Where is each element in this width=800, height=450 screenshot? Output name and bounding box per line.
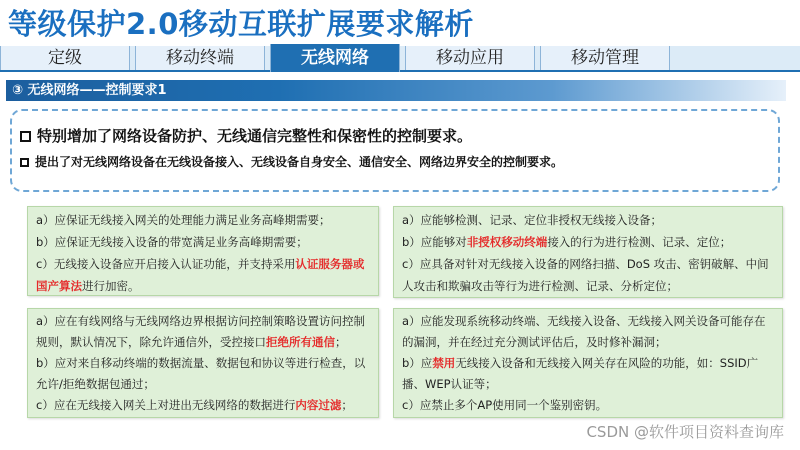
highlight-text: 禁用 bbox=[432, 356, 456, 370]
list-item: a）应保证无线接入网关的处理能力满足业务高峰期需要； bbox=[36, 213, 331, 227]
list-item: b）应对来自移动终端的数据流量、数据包和协议等进行检查，以允许/拒绝数据包通过； bbox=[36, 356, 366, 391]
highlight-text: 内容过滤 bbox=[295, 398, 342, 412]
highlight-text: 认证服务器或国产算法 bbox=[36, 257, 365, 293]
list-item: b）应能够对非授权移动终端接入的行为进行检测、记录、定位； bbox=[402, 235, 732, 249]
list-item: a）应能发现系统移动终端、无线接入设备、无线接入网关设备可能存在的漏洞，并在经过充分测试评估后，及时修补漏洞； bbox=[402, 314, 766, 349]
checkbox-bullet-icon bbox=[20, 131, 31, 142]
checkbox-bullet-icon bbox=[20, 158, 29, 167]
boundary-panel bbox=[27, 308, 379, 418]
summary-callout bbox=[10, 109, 780, 192]
list-item: b）应保证无线接入设备的带宽满足业务高峰期需要； bbox=[36, 235, 308, 249]
access-control-panel bbox=[27, 206, 379, 296]
tab-mobile-management[interactable]: 移动管理 bbox=[540, 46, 670, 70]
summary-line-1: 特别增加了网络设备防护、无线通信完整性和保密性的控制要求。 bbox=[20, 125, 472, 146]
vulnerability-panel bbox=[393, 308, 783, 418]
watermark: CSDN @软件项目资料查询库 bbox=[586, 423, 784, 441]
tab-wireless-network[interactable]: 无线网络 bbox=[270, 44, 400, 72]
section-header bbox=[6, 80, 786, 101]
tab-dingji[interactable]: 定级 bbox=[0, 46, 130, 70]
tab-mobile-app[interactable]: 移动应用 bbox=[405, 46, 535, 70]
tab-bar bbox=[0, 46, 800, 72]
list-item: a）应在有线网络与无线网络边界根据访问控制策略设置访问控制规则，默认情况下，除允许通信外，受控接口拒绝所有通信； bbox=[36, 314, 366, 349]
summary-line-2: 提出了对无线网络设备在无线设备接入、无线设备自身安全、通信安全、网络边界安全的控制要求。 bbox=[20, 153, 563, 170]
list-item: b）应禁用无线接入设备和无线接入网关存在风险的功能，如：SSID广播、WEP认证等； bbox=[402, 356, 759, 391]
highlight-text: 非授权移动终端 bbox=[466, 235, 548, 249]
list-item: c）应禁止多个AP使用同一个鉴别密钥。 bbox=[402, 398, 608, 412]
highlight-text: 拒绝所有通信 bbox=[266, 335, 335, 349]
tab-mobile-terminal[interactable]: 移动终端 bbox=[135, 46, 265, 70]
page-title: 等级保护2.0移动互联扩展要求解析 bbox=[8, 7, 474, 41]
detection-panel bbox=[393, 206, 783, 298]
list-item: a）应能够检测、记录、定位非授权无线接入设备； bbox=[402, 213, 663, 227]
list-item: c）应在无线接入网关上对进出无线网络的数据进行内容过滤； bbox=[36, 398, 353, 412]
section-title: ③ 无线网络——控制要求1 bbox=[12, 83, 167, 98]
list-item: c）应具备对针对无线接入设备的网络扫描、DoS 攻击、密钥破解、中间人攻击和欺骗攻击等行为进行检测、记录、分析定位； bbox=[402, 257, 769, 293]
list-item: c）无线接入设备应开启接入认证功能，并支持采用认证服务器或国产算法进行加密。 bbox=[36, 257, 365, 293]
